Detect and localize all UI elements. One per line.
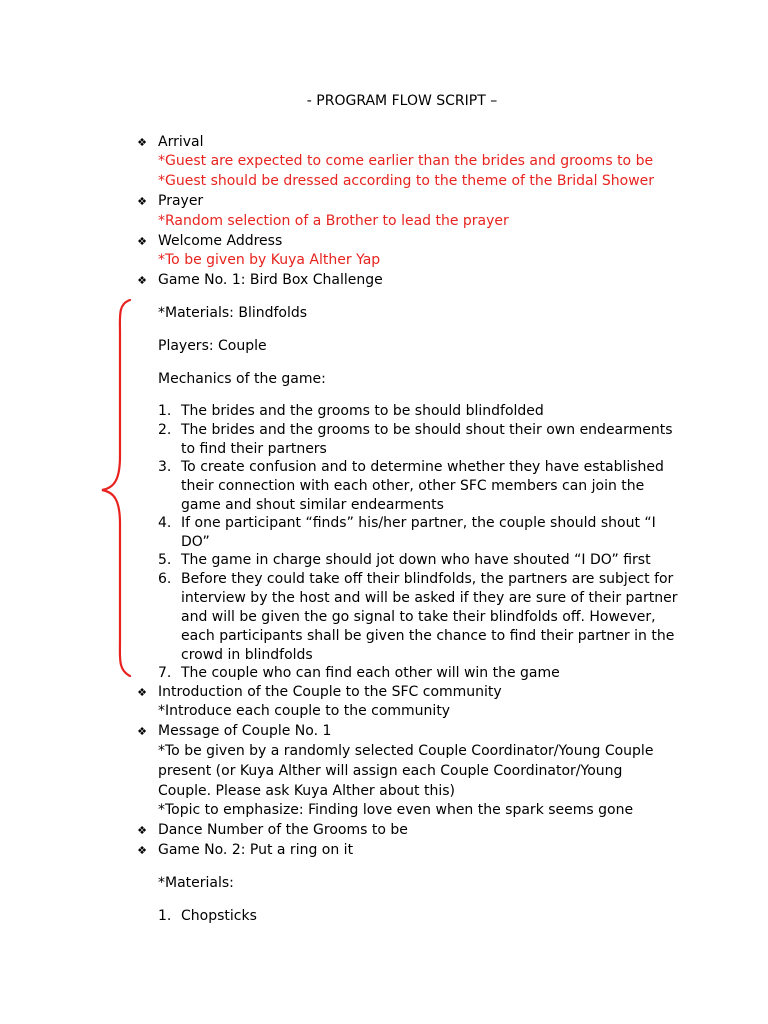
game1-mechanics-heading: Mechanics of the game: <box>158 371 326 387</box>
list-item: crowd in blindfolds <box>181 647 313 663</box>
section-welcome-label: Welcome Address <box>158 233 283 249</box>
game2-materials: *Materials: <box>158 875 234 891</box>
list-item-number: 7. <box>158 665 172 681</box>
list-item: The brides and the grooms to be should blindfolded <box>181 403 544 419</box>
section-game1-label: Game No. 1: Bird Box Challenge <box>158 272 383 288</box>
list-item-number: 3. <box>158 459 172 475</box>
list-item: interview by the host and will be asked if they are sure of their partner <box>181 590 678 606</box>
document-title: - PROGRAM FLOW SCRIPT – <box>306 93 498 109</box>
bullet-diamond-icon: ❖ <box>137 686 147 699</box>
section-introduction-label: Introduction of the Couple to the SFC community <box>158 684 502 700</box>
section-prayer-label: Prayer <box>158 193 204 209</box>
arrival-note: *Guest are expected to come earlier than the brides and grooms to be <box>158 153 654 169</box>
list-item: to find their partners <box>181 441 327 457</box>
list-item: Before they could take off their blindfolds, the partners are subject for <box>181 571 674 587</box>
message-note: *Topic to emphasize: Finding love even when the spark seems gone <box>158 802 634 818</box>
bullet-diamond-icon: ❖ <box>137 136 147 149</box>
bullet-diamond-icon: ❖ <box>137 824 147 837</box>
list-item: each participants shall be given the chance to find their partner in the <box>181 628 675 644</box>
list-item: The couple who can find each other will win the game <box>181 665 560 681</box>
list-item-number: 1. <box>158 403 172 419</box>
list-item-number: 6. <box>158 571 172 587</box>
prayer-note: *Random selection of a Brother to lead the prayer <box>158 213 509 229</box>
list-item-number: 1. <box>158 908 172 924</box>
bullet-diamond-icon: ❖ <box>137 844 147 857</box>
list-item: and will be given the go signal to take their blindfolds off. However, <box>181 609 656 625</box>
message-note: present (or Kuya Alther will assign each Couple Coordinator/Young <box>158 763 623 779</box>
bullet-diamond-icon: ❖ <box>137 235 147 248</box>
curly-brace-icon <box>96 296 132 680</box>
list-item: The brides and the grooms to be should shout their own endearments <box>181 422 673 438</box>
game1-materials: *Materials: Blindfolds <box>158 305 308 321</box>
section-arrival-label: Arrival <box>158 134 204 150</box>
bullet-diamond-icon: ❖ <box>137 274 147 287</box>
section-game2-label: Game No. 2: Put a ring on it <box>158 842 354 858</box>
message-note: *To be given by a randomly selected Couple Coordinator/Young Couple <box>158 743 654 759</box>
list-item: their connection with each other, other SFC members can join the <box>181 478 645 494</box>
welcome-note: *To be given by Kuya Alther Yap <box>158 252 381 268</box>
list-item-number: 5. <box>158 552 172 568</box>
game1-players: Players: Couple <box>158 338 267 354</box>
introduction-note: *Introduce each couple to the community <box>158 703 451 719</box>
section-message-label: Message of Couple No. 1 <box>158 723 332 739</box>
list-item: Chopsticks <box>181 908 257 924</box>
list-item-number: 2. <box>158 422 172 438</box>
list-item-number: 4. <box>158 515 172 531</box>
list-item: game and shout similar endearments <box>181 497 444 513</box>
list-item: If one participant “finds” his/her partner, the couple should shout “I <box>181 515 656 531</box>
arrival-note: *Guest should be dressed according to the theme of the Bridal Shower <box>158 173 655 189</box>
list-item: The game in charge should jot down who have shouted “I DO” first <box>181 552 651 568</box>
list-item: To create confusion and to determine whether they have established <box>181 459 664 475</box>
bullet-diamond-icon: ❖ <box>137 725 147 738</box>
list-item: DO” <box>181 534 210 550</box>
section-dance-label: Dance Number of the Grooms to be <box>158 822 408 838</box>
message-note: Couple. Please ask Kuya Alther about this) <box>158 783 455 799</box>
bullet-diamond-icon: ❖ <box>137 195 147 208</box>
